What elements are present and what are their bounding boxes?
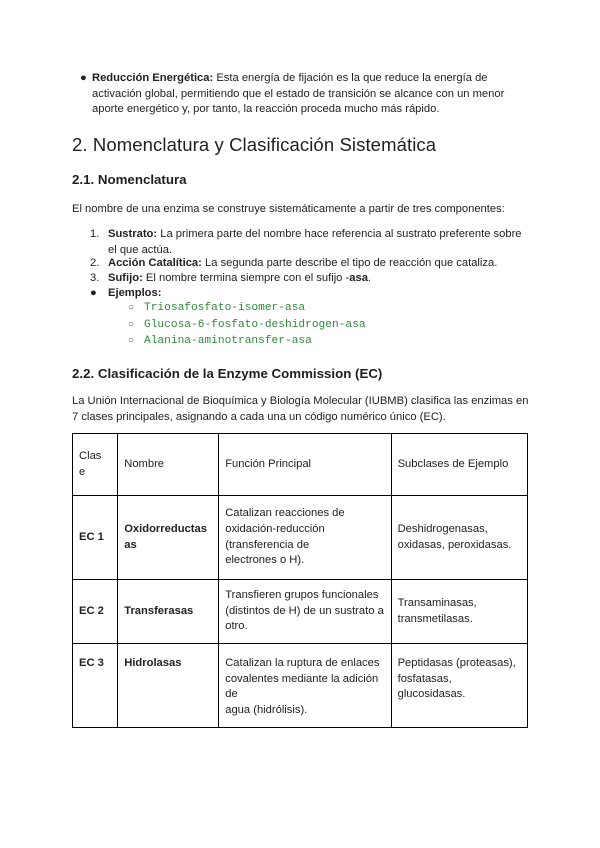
- cell-name: Hidrolasas: [118, 644, 219, 728]
- cell-examples: Transaminasas, transmetilasas.: [391, 580, 527, 644]
- bullet-label: Reducción Energética:: [92, 72, 214, 84]
- hollow-circle-icon: ○: [128, 302, 135, 313]
- ec-intro-line: La Unión Internacional de Bioquímica y Biología Molecular (IUBMB) clasifica las enzimas en: [72, 395, 529, 407]
- cell-function: Catalizan reacciones de oxidación-reducción (transferencia de electrones o H).: [219, 496, 391, 580]
- example-item: [128, 335, 312, 347]
- suffix-asa: asa: [349, 272, 368, 284]
- header-cell: Clas e: [73, 434, 118, 496]
- ec-intro: [72, 394, 532, 425]
- cell-function: Transfieren grupos funcionales (distintos de H) de un sustrato a otro.: [219, 580, 391, 644]
- header-cell: Subclases de Ejemplo: [391, 434, 527, 496]
- list-item-catalytic-action: [90, 256, 528, 272]
- bullet-line: activación global, permitiendo que el estado de transición se alcance con un menor: [92, 87, 505, 100]
- table-row: [73, 580, 528, 644]
- cell-name: Oxidorreductas as: [118, 496, 219, 580]
- list-item-suffix: [90, 271, 528, 287]
- bullet-line: aporte energético y, por tanto, la reacción proceda mucho más rápido.: [92, 103, 440, 116]
- example-item: [128, 302, 306, 314]
- ec-classification-table: [72, 433, 528, 728]
- bullet-dot-icon: ●: [90, 287, 97, 299]
- list-number: 1.: [90, 228, 100, 240]
- header-cell: Función Principal: [219, 434, 391, 496]
- list-item-examples: [90, 286, 528, 302]
- section-title: 2. Nomenclatura y Clasificación Sistemática: [72, 134, 437, 155]
- cell-function: Catalizan la ruptura de enlaces covalentes mediante la adición de agua (hidrólisis).: [219, 644, 391, 728]
- cell-code: EC 3: [73, 644, 118, 728]
- example-item: [128, 319, 366, 331]
- cell-code: EC 2: [73, 580, 118, 644]
- example-code: Triosafosfato-isomer-asa: [144, 302, 306, 314]
- cell-name: Transferasas: [118, 580, 219, 644]
- nomenclature-intro: El nombre de una enzima se construye sistemáticamente a partir de tres componentes:: [72, 203, 505, 215]
- list-number: 2.: [90, 257, 100, 269]
- list-label: Acción Catalítica:: [108, 257, 202, 269]
- list-text: El nombre termina siempre con el sufijo -: [142, 272, 350, 284]
- list-text: La primera parte del nombre hace referencia al sustrato preferente sobre: [157, 228, 522, 240]
- examples-label: Ejemplos:: [108, 287, 162, 299]
- cell-examples: Peptidasas (proteasas), fosfatasas, glucosidasas.: [391, 644, 527, 728]
- table-row: [73, 496, 528, 580]
- ec-intro-line: 7 clases principales, asignando a cada una un código numérico único (EC).: [72, 410, 446, 423]
- bullet-line: Esta energía de fijación es la que reduce la energía de: [213, 72, 488, 84]
- bullet-dot-icon: ●: [80, 72, 87, 84]
- header-cell: Nombre: [118, 434, 219, 496]
- cell-code: EC 1: [73, 496, 118, 580]
- hollow-circle-icon: ○: [128, 335, 135, 346]
- list-label: Sufijo:: [108, 272, 143, 284]
- cell-examples: Deshidrogenasas, oxidasas, peroxidasas.: [391, 496, 527, 580]
- example-code: Alanina-aminotransfer-asa: [144, 335, 312, 347]
- list-text: La segunda parte describe el tipo de reacción que cataliza.: [201, 257, 498, 269]
- hollow-circle-icon: ○: [128, 319, 135, 330]
- table-header-row: [73, 434, 528, 496]
- subsection-title-nomenclature: 2.1. Nomenclatura: [72, 172, 187, 187]
- list-number: 3.: [90, 272, 100, 284]
- list-text: el que actúa.: [108, 243, 173, 256]
- example-code: Glucosa-6-fosfato-deshidrogen-asa: [144, 319, 366, 331]
- list-item-substrate: [90, 227, 528, 258]
- table-row: [73, 644, 528, 728]
- bullet-energy-reduction: [80, 71, 512, 118]
- subsection-title-ec: 2.2. Clasificación de la Enzyme Commission (EC): [72, 366, 383, 381]
- list-label: Sustrato:: [108, 228, 158, 240]
- list-text-end: .: [367, 272, 372, 284]
